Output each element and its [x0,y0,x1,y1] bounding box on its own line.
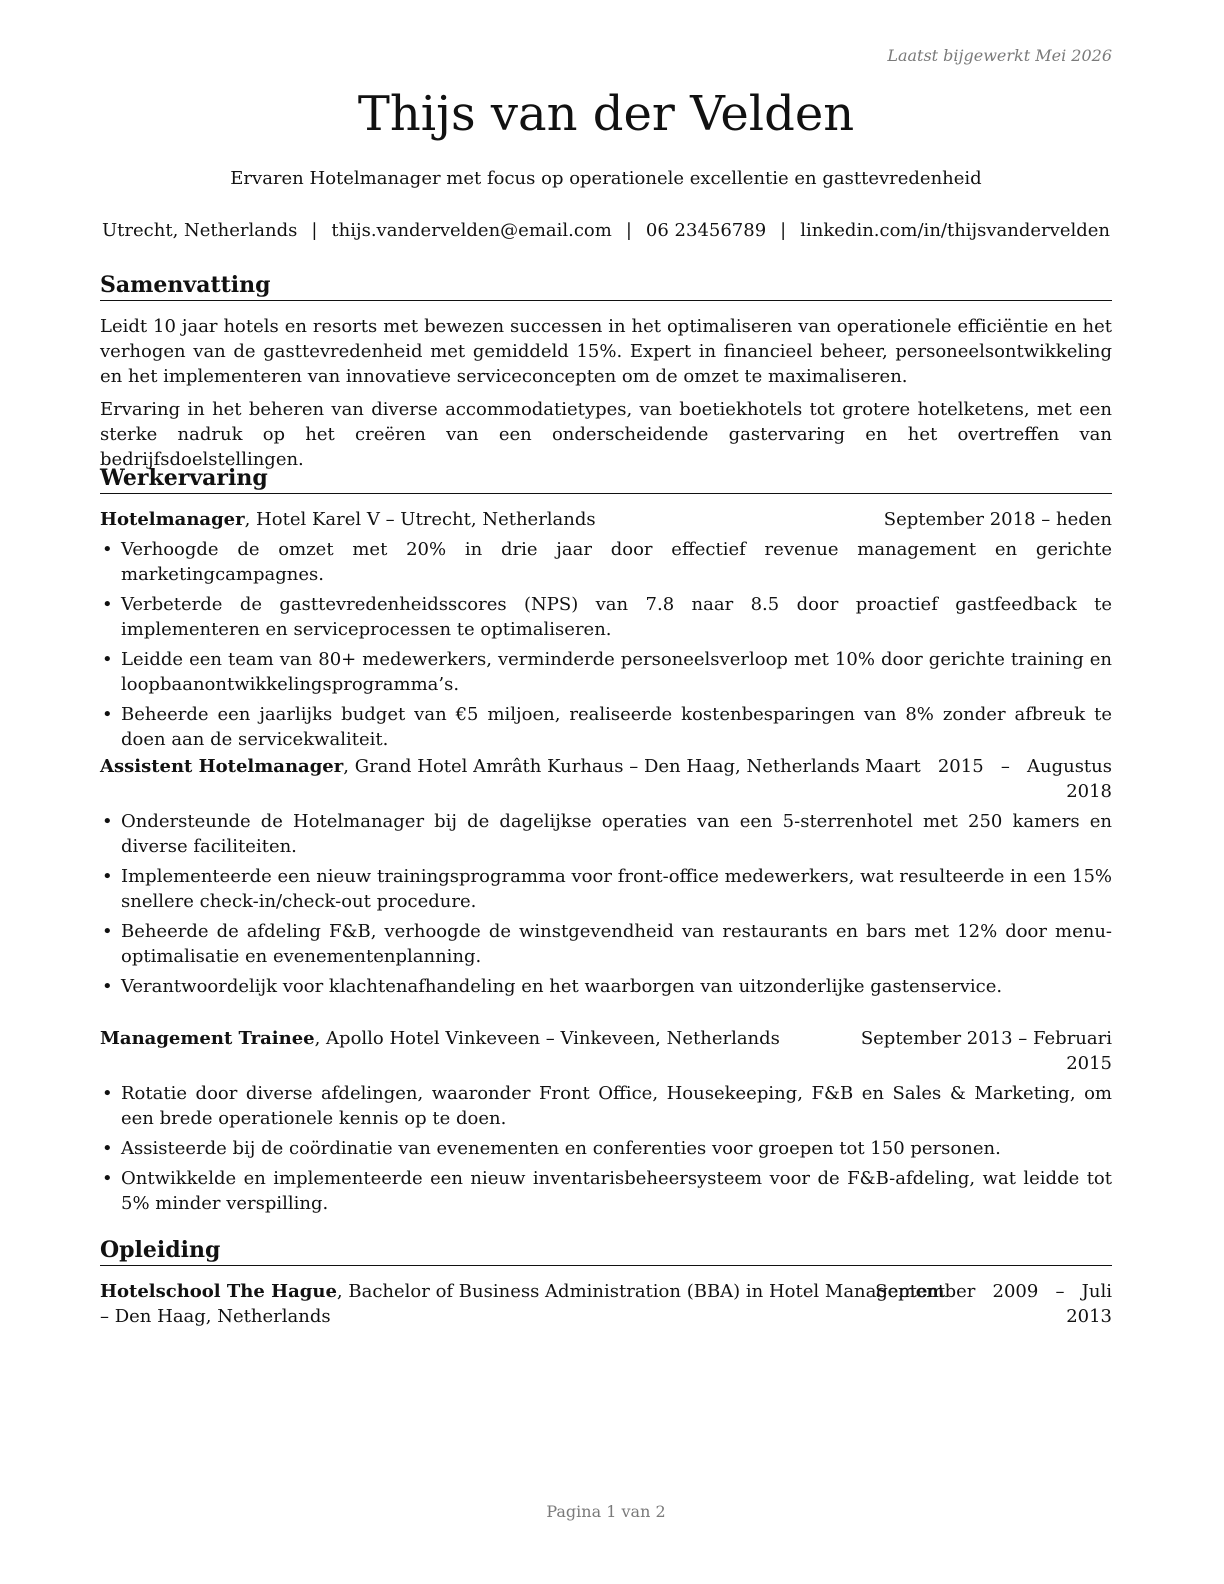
job-dates-line: 2018 [1066,781,1112,802]
job-role: Management Trainee [100,1028,315,1049]
list-item: • Verhoogde de omzet met 20% in drie jaar door effectief revenue management en gerichte marketingcampagnes. [100,537,1112,587]
tagline: Ervaren Hotelmanager met focus op operationele excellentie en gasttevredenheid [230,168,982,189]
education-location: – Den Haag, Netherlands [100,1306,331,1327]
job-bullets [100,809,1112,1004]
job-role: Hotelmanager [100,509,245,530]
list-item: • Leidde een team van 80+ medewerkers, verminderde personeelsverloop met 10% door gerichte training en loopbaanontwikkelingsprogramma’s. [100,647,1112,697]
contact-phone: 06 23456789 [645,220,767,241]
job-title-line [100,754,860,779]
job-title-line [100,1026,780,1051]
job-dates-line: September 2013 – Februari [860,1028,1112,1049]
page-number: Pagina 1 van 2 [546,1502,666,1521]
contact-line [100,220,1112,241]
list-item: • Ontwikkelde en implementeerde een nieuw inventarisbeheersysteem voor de F&B-afdeling, wat leidde tot 5% minder verspilling. [100,1166,1112,1216]
list-item: • Beheerde de afdeling F&B, verhoogde de winstgevendheid van restaurants en bars met 12% door menu-optimalisatie en evenementenplanning. [100,919,1112,969]
job-dates: September 2018 – heden [883,509,1112,530]
last-updated: Laatst bijgewerkt Mei 2026 [887,46,1112,65]
job-company: , Hotel Karel V – Utrecht, Netherlands [244,509,596,530]
job-bullets [100,537,1112,757]
section-title-summary: Samenvatting [100,272,1112,301]
job-title-line [100,507,596,532]
education-school: Hotelschool The Hague [100,1281,337,1302]
list-item: • Verantwoordelijk voor klachtenafhandeling en het waarborgen van uitzonderlijke gastenservice. [100,974,1112,999]
section-title-education: Opleiding [100,1237,1112,1266]
list-item: • Ondersteunde de Hotelmanager bij de dagelijkse operaties van een 5-sterrenhotel met 250 kamers en diverse faciliteiten. [100,809,1112,859]
list-item: • Implementeerde een nieuw trainingsprogramma voor front-office medewerkers, wat resulteerde in een 15% snellere check-in/check-out procedure. [100,864,1112,914]
section-title-experience: Werkervaring [100,465,1112,494]
job-role: Assistent Hotelmanager [100,756,344,777]
contact-separator: | [780,220,787,241]
job-company: , Grand Hotel Amrâth Kurhaus – Den Haag, Netherlands [343,756,860,777]
job-dates [865,754,1112,804]
contact-linkedin[interactable]: linkedin.com/in/thijsvandervelden [800,220,1110,241]
education-title-line [100,1279,945,1329]
contact-separator: | [311,220,318,241]
summary-paragraph: Leidt 10 jaar hotels en resorts met bewezen successen in het optimaliseren van operationele efficiëntie en het verhogen van de gasttevredenheid met gemiddeld 15%. Expert in financieel beheer, personeelsontwikkeling en het implementeren van innovatieve serviceconcepten om de omzet te maximaliseren. [100,316,1112,387]
contact-email[interactable]: thijs.vandervelden@email.com [331,220,612,241]
job-dates-line: 2015 [1066,1053,1112,1074]
list-item: • Rotatie door diverse afdelingen, waaronder Front Office, Housekeeping, F&B en Sales & Marketing, om een brede operationele kennis op te doen. [100,1081,1112,1131]
job-dates [861,1026,1112,1076]
list-item: • Beheerde een jaarlijks budget van €5 miljoen, realiseerde kostenbesparingen van 8% zonder afbreuk te doen aan de servicekwaliteit. [100,702,1112,752]
job-company: , Apollo Hotel Vinkeveen – Vinkeveen, Netherlands [314,1028,780,1049]
candidate-name: Thijs van der Velden [357,86,855,142]
summary-paragraph: Ervaring in het beheren van diverse accommodatietypes, van boetiekhotels tot grotere hotelketens, met een sterke nadruk op het creëren van een onderscheidende gastervaring en het overtreffen van bedrijfsdoelstellingen. [100,399,1112,470]
education-dates-line: 2013 [1066,1306,1112,1327]
education-dates-line: September 2009 – Juli [875,1281,1112,1302]
job-dates-line: Maart 2015 – Augustus [864,756,1112,777]
contact-separator: | [625,220,632,241]
list-item: • Verbeterde de gasttevredenheidsscores (NPS) van 7.8 naar 8.5 door proactief gastfeedback te implementeren en serviceprocessen te optimaliseren. [100,592,1112,642]
list-item: • Assisteerde bij de coördinatie van evenementen en conferenties voor groepen tot 150 personen. [100,1136,1112,1161]
summary-text [100,314,1112,480]
education-degree: , Bachelor of Business Administration (BBA) in Hotel Management [336,1281,946,1302]
contact-location: Utrecht, Netherlands [102,220,298,241]
education-dates [875,1279,1112,1329]
job-bullets [100,1081,1112,1221]
